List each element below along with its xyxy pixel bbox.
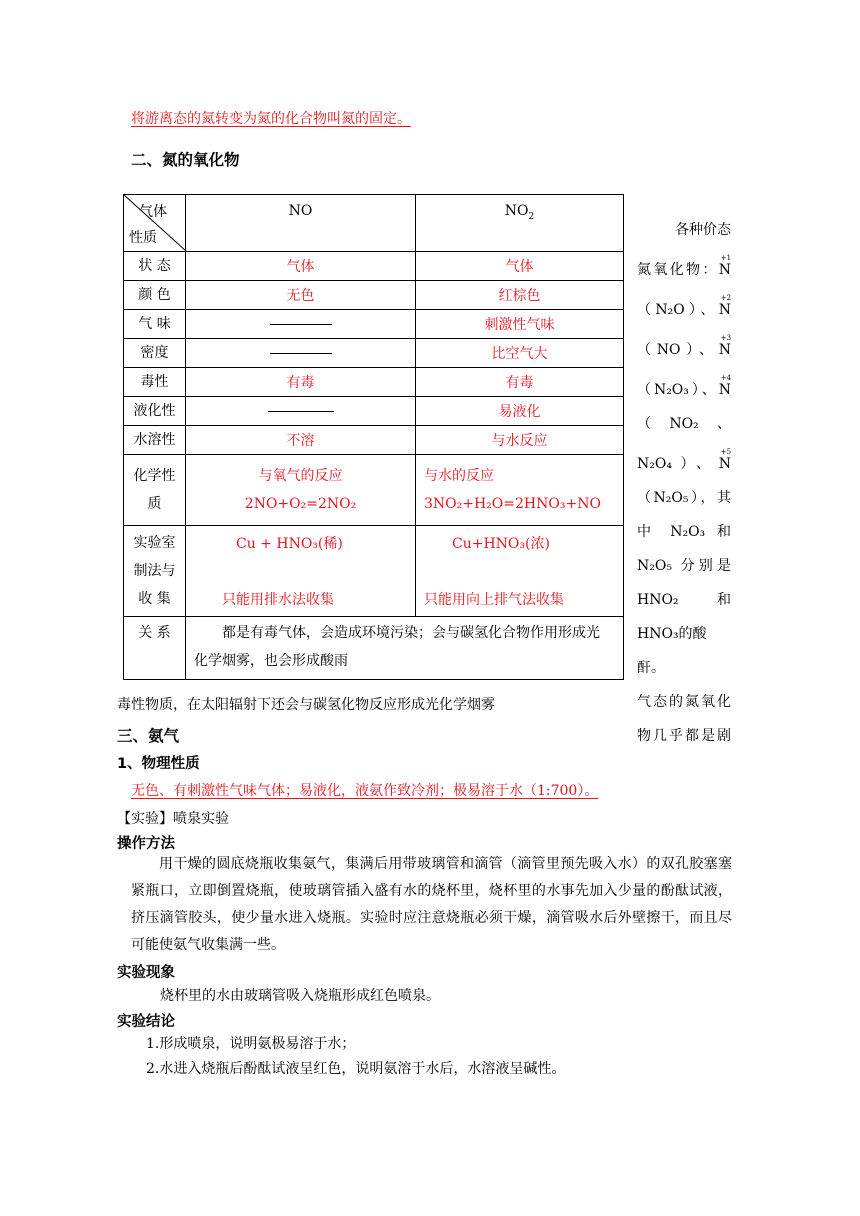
table-row-chemical [124,455,624,526]
side-line: 物几乎都是剧 [637,728,731,744]
oxidation-n: +1 N [718,254,732,278]
section-title-ammonia: 三、氨气 [117,727,180,745]
oxidation-n: +5 N [718,448,732,472]
physical-properties-text: 无色、有刺激性气味气体；易液化，液氨作致冷剂；极易溶于水（1:700）。 [131,783,599,799]
cell-no2-lab [416,526,624,617]
oxidation-n: +4 N [718,374,732,398]
cell-no2: 有毒 [416,368,624,397]
row-label-lab: 实验室 制法与 收 集 [124,526,186,617]
cell-no2: 刺激性气味 [416,310,624,339]
cell-no-dash [186,339,416,368]
nitrogen-oxides-table [123,194,624,680]
no-lab-collect: 只能用排水法收集 [222,592,334,608]
row-label: 密度 [124,339,186,368]
oxidation-states-note: 各种价态 氮氧化物： +1 N （N₂O）、 +2 N （NO）、 +3 N （N₂O₃）、 +4 N （NO₂、 N₂O₄）、 +5 N （N₂O₅），其 中 N₂O₃ 和 N₂O₅ 分别是 HNO₂和 HNO₃的酸酐。 气态的氮氧化 物几乎都是剧 [637,213,731,753]
cell-no-chemical [186,455,416,526]
table-row-state [124,252,624,281]
table-row-density [124,339,624,368]
side-note-continuation: 毒性物质，在太阳辐射下还会与碳氢化物反应形成光化学烟雾 [117,697,495,713]
oxidation-n: +2 N [718,294,732,318]
side-line: （NO）、 [637,342,719,358]
relation-text: 都是有毒气体，会造成环境污染；会与碳氢化合物作用形成光化学烟雾，也会形成酸雨 [186,617,624,680]
cell-no-lab [186,526,416,617]
no-reaction-title: 与氧气的反应 [258,468,343,484]
cell-no: 无色 [186,281,416,310]
row-label: 液化性 [124,397,186,426]
no2-reaction-equation: 3NO₂+H₂O=2HNO₃+NO [424,496,601,512]
phenomenon-title: 实验现象 [117,965,175,981]
no2-lab-collect: 只能用向上排气法收集 [424,592,564,608]
table-row-lab [124,526,624,617]
table-row-solubility [124,426,624,455]
row-label-relation: 关 系 [124,617,186,680]
conclusion-item: 1.形成喷泉，说明氨极易溶于水； [146,1036,356,1052]
header-property-label: 性质 [129,230,157,246]
side-line: N₂O₄）、 [637,456,719,472]
table-row-odor [124,310,624,339]
cell-no2: 易液化 [416,397,624,426]
cell-no2: 比空气大 [416,339,624,368]
method-title: 操作方法 [117,836,175,852]
table-row-liquefaction [124,397,624,426]
oxidation-n: +3 N [718,334,732,358]
header-gas-label: 气体 [139,204,167,220]
side-line: 中 N₂O₃ 和 [637,524,731,540]
side-line: 气态的氮氧化 [637,694,731,710]
no2-lab-method: Cu+HNO₃(浓) [452,536,550,552]
side-line: （N₂O）、 [637,302,719,318]
side-line: N₂O₅ 分别是 [637,558,731,574]
side-line: （N₂O₅），其 [637,490,731,506]
cell-no2-chemical [416,455,624,526]
side-line: HNO₃的酸酐。 [637,626,707,676]
intro-definition: 将游离态的氮转变为氮的化合物叫氮的固定。 [131,111,411,127]
side-line: 各种价态 [675,222,731,238]
conclusion-item: 2.水进入烧瓶后酚酞试液呈红色，说明氨溶于水后，水溶液呈碱性。 [146,1061,566,1077]
no-reaction-equation: 2NO+O₂=2NO₂ [244,496,357,512]
method-text: 用干燥的圆底烧瓶收集氨气，集满后用带玻璃管和滴管（滴管里预先吸入水）的双孔胶塞塞紧瓶口，立即倒置烧瓶，使玻璃管插入盛有水的烧杯里，烧杯里的水事先加入少量的酚酞试液，挤压滴管胶头，使少量水进入烧瓶。实验时应注意烧瓶必须干燥，滴管吸水后外壁擦干，而且尽可能使氨气收集满一些。 [131,856,732,953]
table-row-toxicity [124,368,624,397]
physical-properties-title: 1、物理性质 [117,756,200,772]
row-label: 状 态 [124,252,186,281]
side-line: 氮氧化物： [637,262,719,278]
cell-no2: 与水反应 [416,426,624,455]
side-line: （N₂O₃）、 [637,382,719,398]
row-label: 水溶性 [124,426,186,455]
cell-no2: 气体 [416,252,624,281]
table-row-color [124,281,624,310]
header-no: NO [186,195,416,252]
row-label: 毒性 [124,368,186,397]
section-title-nitrogen-oxides: 二、氮的氧化物 [131,151,240,169]
cell-no: 有毒 [186,368,416,397]
header-diagonal-cell [124,195,186,252]
cell-no: 气体 [186,252,416,281]
no2-reaction-title: 与水的反应 [424,468,494,484]
conclusion-title: 实验结论 [117,1014,175,1030]
phenomenon-text: 烧杯里的水由玻璃管吸入烧瓶形成红色喷泉。 [160,988,440,1004]
experiment-label: 【实验】喷泉实验 [117,811,229,827]
cell-no: 不溶 [186,426,416,455]
row-label: 颜 色 [124,281,186,310]
cell-no-dash [186,310,416,339]
cell-no2: 红棕色 [416,281,624,310]
row-label-chemical: 化学性 质 [124,455,186,526]
table-header-row [124,195,624,252]
header-no2: $NO_2$ [416,195,624,252]
row-label: 气 味 [124,310,186,339]
no-lab-method: Cu + HNO₃(稀) [236,536,343,552]
table-row-relation [124,617,624,680]
cell-no-dash [186,397,416,426]
